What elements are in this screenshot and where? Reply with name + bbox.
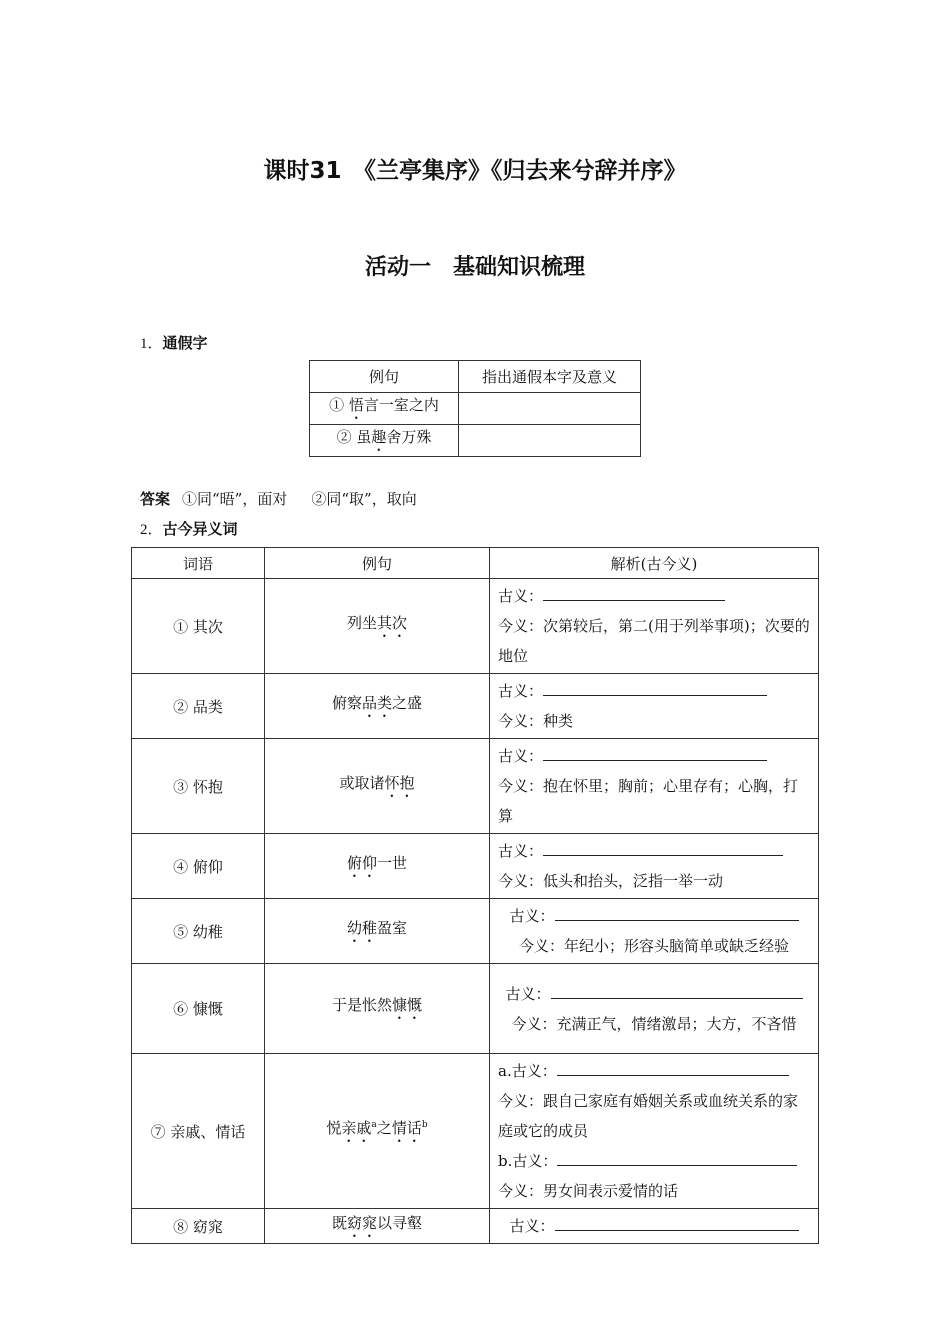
word-cell: ① 其次	[132, 579, 265, 674]
emphasized-word: 俯仰	[346, 853, 377, 872]
word-cell: ② 品类	[132, 674, 265, 739]
answer-blank[interactable]	[555, 1213, 799, 1231]
emphasized-char: 趣	[371, 428, 387, 446]
sentence-text: 或取诸	[339, 773, 385, 792]
word-cell: ⑥ 慷慨	[132, 964, 265, 1054]
word-cell: ③ 怀抱	[132, 739, 265, 834]
definition-cell	[490, 1209, 819, 1244]
sentence-text: 俯察	[331, 693, 362, 712]
definition-cell	[490, 674, 819, 739]
ancient-label: 古义：	[498, 747, 544, 765]
example-sentence	[265, 674, 490, 739]
definition-cell	[490, 964, 819, 1054]
word-cell: ⑧ 窈窕	[132, 1209, 265, 1244]
gujin-table	[131, 547, 819, 1244]
footnote-marker: b	[421, 1119, 428, 1130]
sentence-text: 盈室	[377, 918, 408, 937]
table-row	[132, 964, 819, 1054]
emphasized-word: 怀抱	[384, 773, 415, 792]
answer-blank[interactable]	[543, 678, 767, 696]
emphasized-word: 慷慨	[392, 996, 423, 1014]
table-row	[132, 674, 819, 739]
example-sentence	[265, 1209, 490, 1244]
answer-cell	[459, 425, 641, 457]
column-header: 例句	[310, 361, 459, 393]
sentence-text: 虽	[356, 428, 372, 446]
ancient-label: 古义：	[509, 907, 555, 925]
answer-blank[interactable]	[557, 1058, 789, 1076]
emphasized-word: 亲戚	[341, 1118, 372, 1137]
emphasized-word: 其次	[377, 613, 408, 632]
answer-blank[interactable]	[555, 903, 799, 921]
tongjia-table	[309, 360, 641, 457]
answer-line	[140, 488, 417, 509]
table-row	[132, 834, 819, 899]
table-header-row	[310, 361, 641, 393]
column-header: 指出通假本字及意义	[459, 361, 641, 393]
sentence-text: 于是怅然	[331, 996, 392, 1014]
table-header-row	[132, 548, 819, 579]
ancient-label: 古义：	[498, 587, 544, 605]
table-row	[132, 899, 819, 964]
sentence-text: 以寻壑	[377, 1213, 423, 1232]
example-sentence	[265, 834, 490, 899]
definition-cell	[490, 739, 819, 834]
ancient-label: 古义：	[498, 682, 544, 700]
modern-meaning: 今义：跟自己家庭有婚姻关系或血统关系的家庭或它的成员	[498, 1092, 799, 1140]
example-sentence	[265, 899, 490, 964]
word-cell: ④ 俯仰	[132, 834, 265, 899]
page-title: 课时31 《兰亭集序》《归去来兮辞并序》	[263, 158, 687, 184]
modern-meaning: 今义：种类	[498, 712, 574, 730]
answer-item: ①同“晤”，面对	[182, 490, 288, 508]
answer-blank[interactable]	[543, 838, 783, 856]
answer-blank[interactable]	[551, 981, 803, 999]
sentence-text: 悦	[326, 1118, 342, 1137]
example-sentence	[265, 1054, 490, 1209]
modern-meaning: 今义：次第较后，第二(用于列举事项)；次要的地位	[498, 617, 810, 665]
definition-cell	[490, 899, 819, 964]
sentence-text: 舍万殊	[386, 428, 432, 446]
sentence-text: 之	[376, 1118, 392, 1137]
table-row	[132, 739, 819, 834]
item-index: ②	[336, 428, 352, 446]
column-header: 解析(古今义)	[490, 548, 819, 579]
sentence-text: 言一室之内	[363, 396, 439, 414]
sentence-text: 之盛	[392, 693, 423, 712]
sentence-text: 列坐	[346, 613, 377, 632]
table-row	[132, 1054, 819, 1209]
modern-meaning: 今义：年纪小；形容头脑简单或缺乏经验	[518, 937, 789, 955]
example-sentence	[265, 579, 490, 674]
emphasized-char: 悟	[348, 396, 364, 414]
ancient-label: a.古义：	[498, 1062, 557, 1080]
column-header: 例句	[265, 548, 490, 579]
word-cell: ⑤ 幼稚	[132, 899, 265, 964]
answer-blank[interactable]	[543, 743, 767, 761]
ancient-label: 古义：	[509, 1217, 555, 1235]
example-sentence	[310, 425, 459, 457]
answer-blank[interactable]	[557, 1148, 797, 1166]
section-heading-tongjia	[140, 332, 208, 353]
column-header: 词语	[132, 548, 265, 579]
word-cell: ⑦ 亲戚、情话	[132, 1054, 265, 1209]
example-sentence	[265, 739, 490, 834]
emphasized-word: 品类	[361, 693, 392, 712]
answer-label: 答案	[140, 490, 171, 508]
sentence-text: 一世	[377, 853, 408, 872]
section-number: 1．	[140, 336, 163, 352]
item-index: ①	[329, 396, 345, 414]
table-row	[132, 579, 819, 674]
ancient-label: 古义：	[498, 842, 544, 860]
answer-blank[interactable]	[543, 583, 725, 601]
footnote-marker: a	[371, 1119, 377, 1130]
emphasized-word: 窈窕	[346, 1213, 377, 1232]
answer-cell	[459, 393, 641, 425]
section-label: 通假字	[162, 334, 208, 352]
modern-meaning: 今义：抱在怀里；胸前；心里存有；心胸，打算	[498, 777, 799, 825]
modern-meaning: 今义：低头和抬头，泛指一举一动	[498, 872, 724, 890]
example-sentence	[265, 964, 490, 1054]
definition-cell	[490, 579, 819, 674]
answer-item: ②同“取”，取向	[311, 490, 417, 508]
sentence-text: 既	[331, 1213, 347, 1232]
table-row	[310, 425, 641, 457]
definition-cell	[490, 834, 819, 899]
section-number: 2．	[140, 522, 163, 538]
ancient-label: 古义：	[505, 984, 551, 1003]
table-row	[310, 393, 641, 425]
emphasized-word: 幼稚	[346, 918, 377, 937]
modern-meaning: 今义：男女间表示爱情的话	[498, 1182, 679, 1200]
emphasized-word: 情话	[391, 1118, 422, 1137]
modern-meaning: 今义：充满正气，情绪激昂；大方，不吝惜	[511, 1014, 797, 1033]
table-row	[132, 1209, 819, 1244]
ancient-label: b.古义：	[498, 1152, 558, 1170]
section-label: 古今异义词	[162, 520, 238, 538]
section-heading-gujin	[140, 518, 238, 539]
example-sentence	[310, 393, 459, 425]
definition-cell	[490, 1054, 819, 1209]
activity-heading: 活动一 基础知识梳理	[364, 255, 585, 280]
